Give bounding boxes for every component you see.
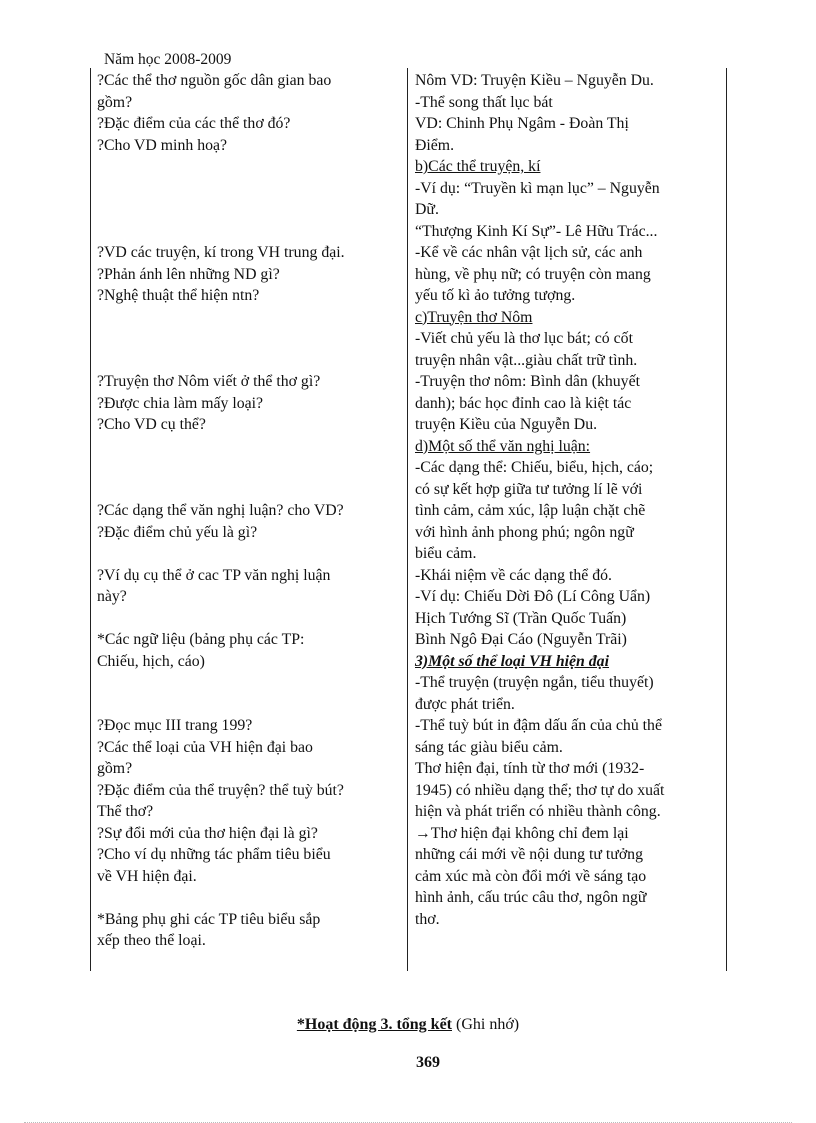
answer-line: -Thể tuỳ bút in đậm dấu ấn của chủ thể	[415, 717, 662, 734]
question-line	[97, 887, 402, 909]
answer-line: sáng tác giàu biểu cảm.	[415, 738, 563, 756]
question-line	[97, 178, 402, 200]
table-border-left	[90, 68, 91, 971]
question-line: ?Cho VD minh hoạ?	[97, 136, 228, 154]
question-line	[97, 543, 402, 565]
answers-column	[415, 70, 727, 930]
question-line: Thể thơ?	[97, 803, 154, 820]
question-line: ?Các dạng thể văn nghị luận? cho VD?	[97, 502, 344, 519]
question-line: *Các ngữ liệu (bảng phụ các TP:	[97, 631, 305, 648]
question-line: ?Ví dụ cụ thể ở cac TP văn nghị luận	[97, 566, 331, 584]
question-line: ?Cho ví dụ những tác phẩm tiêu biểu	[97, 846, 331, 863]
answer-line: -Các dạng thể: Chiếu, biểu, hịch, cáo;	[415, 459, 654, 476]
answer-line: Bình Ngô Đại Cáo (Nguyễn Trãi)	[415, 631, 627, 648]
question-line: gồm?	[97, 760, 133, 777]
question-line: ?Cho VD cụ thể?	[97, 416, 206, 433]
answer-line: 1945) có nhiều dạng thể; thơ tự do xuất	[415, 781, 665, 799]
answer-line: với hình ảnh phong phú; ngôn ngữ	[415, 523, 634, 541]
question-line: ?Các thể loại của VH hiện đại bao	[97, 738, 313, 756]
question-line: này?	[97, 588, 127, 605]
answer-line: hiện và phát triển có nhiều thành công.	[415, 803, 661, 820]
question-line: ?Nghệ thuật thể hiện ntn?	[97, 287, 260, 304]
section-title-bold: *Hoạt động 3. tổng kết	[296, 1016, 452, 1033]
answer-line: -Khái niệm về các dạng thể đó.	[415, 566, 612, 584]
answer-heading: 3)Một số thể loại VH hiện đại	[415, 652, 609, 670]
question-line	[97, 672, 402, 694]
answer-line: tình cảm, cảm xúc, lập luận chặt chẽ	[415, 502, 646, 519]
question-line: về VH hiện đại.	[97, 867, 197, 885]
page-number: 369	[416, 1054, 440, 1071]
answer-line: Dữ.	[415, 201, 439, 218]
question-line: ?Truyện thơ Nôm viết ở thể thơ gì?	[97, 373, 321, 390]
section-title	[0, 1016, 816, 1034]
question-line: ?Đặc điểm của thể truyện? thể tuỳ bút?	[97, 781, 344, 799]
answer-line: yếu tố kì ảo tưởng tượng.	[415, 287, 576, 304]
answer-line: -Viết chủ yếu là thơ lục bát; có cốt	[415, 330, 633, 347]
answer-line: -Truyện thơ nôm: Bình dân (khuyết	[415, 373, 640, 390]
answer-line: →Thơ hiện đại không chỉ đem lại	[415, 824, 629, 842]
question-line	[97, 479, 402, 501]
answer-line: VD: Chinh Phụ Ngâm - Đoàn Thị	[415, 115, 629, 132]
answer-line: Nôm VD: Truyện Kiều – Nguyễn Du.	[415, 72, 654, 89]
answer-line: có sự kết hợp giữa tư tưởng lí lẽ với	[415, 480, 643, 498]
question-line	[97, 436, 402, 458]
answer-line: truyện nhân vật...giàu chất trữ tình.	[415, 351, 638, 369]
answer-line: hùng, về phụ nữ; có truyện còn mang	[415, 265, 651, 283]
table-border-middle	[407, 68, 408, 971]
question-line: ?Các thể thơ nguồn gốc dân gian bao	[97, 72, 332, 89]
question-line: ?Đọc mục III trang 199?	[97, 717, 253, 734]
questions-column	[97, 70, 402, 952]
answer-line: những cái mới về nội dung tư tưởng	[415, 846, 643, 863]
question-line: ?Được chia làm mấy loại?	[97, 394, 264, 412]
question-line	[97, 221, 402, 243]
answer-line: biểu cảm.	[415, 545, 477, 562]
question-line	[97, 350, 402, 372]
answer-line: -Thể song thất lục bát	[415, 93, 553, 111]
question-line: gồm?	[97, 93, 133, 111]
answer-line: -Kể về các nhân vật lịch sử, các anh	[415, 244, 643, 261]
answer-line: Hịch Tướng Sĩ (Trần Quốc Tuấn)	[415, 609, 627, 627]
answer-line: Thơ hiện đại, tính từ thơ mới (1932-	[415, 760, 645, 777]
answer-line: “Thượng Kinh Kí Sự”- Lê Hữu Trác...	[415, 222, 658, 240]
question-line	[97, 694, 402, 716]
answer-line: hình ảnh, cấu trúc câu thơ, ngôn ngữ	[415, 889, 647, 906]
question-line: xếp theo thể loại.	[97, 932, 206, 949]
section-title-note: (Ghi nhớ)	[452, 1016, 520, 1033]
question-line	[97, 328, 402, 350]
question-line: Chiếu, hịch, cáo)	[97, 652, 205, 670]
question-line: *Bảng phụ ghi các TP tiêu biểu sắp	[97, 910, 321, 928]
question-line: ?Đặc điểm của các thể thơ đó?	[97, 115, 291, 132]
answer-line: Điểm.	[415, 136, 455, 154]
answer-line: truyện Kiều của Nguyễn Du.	[415, 416, 598, 433]
question-line: ?Phản ánh lên những ND gì?	[97, 265, 280, 283]
answer-line: -Ví dụ: Chiếu Dời Đô (Lí Công Uẩn)	[415, 588, 651, 605]
question-line	[97, 156, 402, 178]
question-line: ?Đặc điểm chủ yếu là gì?	[97, 523, 258, 541]
answer-line: được phát triển.	[415, 695, 515, 713]
question-line: ?Sự đổi mới của thơ hiện đại là gì?	[97, 824, 318, 842]
question-line	[97, 608, 402, 630]
question-line	[97, 307, 402, 329]
answer-line: cảm xúc mà còn đổi mới về sáng tạo	[415, 867, 647, 885]
answer-line: -Ví dụ: “Truyền kì mạn lục” – Nguyễn	[415, 179, 660, 197]
answer-heading: d)Một số thể văn nghị luận:	[415, 437, 591, 455]
answer-line: danh); bác học đỉnh cao là kiệt tác	[415, 394, 632, 412]
answer-heading: b)Các thể truyện, kí	[415, 158, 541, 175]
question-line	[97, 199, 402, 221]
question-line: ?VD các truyện, kí trong VH trung đại.	[97, 244, 345, 261]
answer-line: -Thể truyện (truyện ngắn, tiểu thuyết)	[415, 674, 654, 691]
school-year-header: Năm học 2008-2009	[104, 51, 232, 68]
answer-line: thơ.	[415, 910, 440, 928]
question-line	[97, 457, 402, 479]
answer-heading: c)Truyện thơ Nôm	[415, 308, 533, 326]
